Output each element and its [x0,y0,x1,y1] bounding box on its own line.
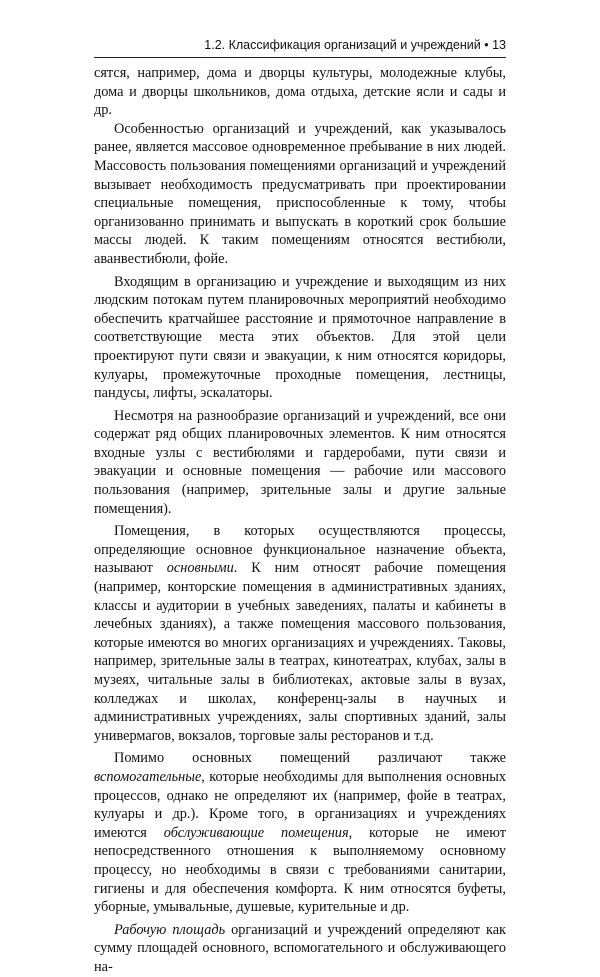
term-vspomogatelnye: вспомогательные [94,768,202,785]
paragraph-text: Несмотря на разнообразие организаций и учреждений, все они содержат ряд общих планировочных элементов. К ним относятся входные узлы с вестибюлями и гардеробами, пути связи и эвакуации и основные помещения — рабочие или массового пользования (например, зрительные залы и другие зальные помещения). [94,407,506,517]
paragraph-2 [94,120,506,269]
running-header [94,38,506,52]
paragraph-text: Входящим в организацию и учреждение и выходящим из них людским потокам путем планировочных мероприятий необходимо обеспечить кратчайшее расстояние и прямоточное направление в соответствующие места этих объектов. Для этой цели проектируют пути связи и эвакуации, к ним относятся коридоры, кулуары, промежуточные проходные помещения, лестницы, пандусы, лифты, эскалаторы. [94,273,506,402]
term-obsluzhivayushchie: обслуживающие помещения [163,824,349,841]
paragraph-text: , которые необходимы для выполнения основных процессов, однако не определяют их (например, фойе в театрах, кулуары и др.). Кроме того, в организациях и учреждениях имеются [94,768,506,841]
paragraph-text: Особенностью организаций и учреждений, как указывалось ранее, является массовое одновременное пребывание в них людей. Массовость пользования помещениями организаций и учреждений вызывает необходимость предусматривать при проектировании специальные помещения, приспособленные к тому, чтобы организованно принимать и выпускать в короткий срок большие массы людей. К таким помещениям относятся вестибюли, аванвестибюли, фойе. [94,120,506,267]
header-rule [94,57,506,58]
paragraph-1 [94,64,506,120]
paragraph-3 [94,273,506,403]
term-osnovnye: основными [166,560,234,577]
running-title: 1.2. Классификация организаций и учреждений [204,38,481,52]
paragraph-text: сятся, например, дома и дворцы культуры, молодежные клубы, дома и дворцы школьников, дома отдыха, детские ясли и сады и др. [94,65,506,119]
paragraph-6 [94,749,506,916]
paragraph-7 [94,921,506,977]
paragraph-text: Помимо основных помещений различают также [114,750,506,767]
paragraph-text: . К ним относят рабочие помещения (например, конторские помещения в административных зданиях, классы и аудитории в учебных заведениях, палаты и кабинеты в лечебных зданиях), а также помещения массового пользования, которые имеются во многих организациях и учреждениях. Таковы, например, зрительные залы в театрах, кинотеатрах, клубах, залы в музеях, читальные залы в библиотеках, актовые залы в вузах, колледжах и школах, конференц-залы в научных и административных учреждениях, залы спортивных зданий, залы универмагов, вокзалов, торговые залы ресторанов и т.д. [94,560,507,744]
term-rabochaya-ploshchad: Рабочую площадь [114,921,226,938]
paragraph-text: Помещения, в которых осуществляются процессы, определяющие основное функциональное назначение объекта, называют [94,523,506,577]
paragraph-4 [94,407,506,519]
bullet-separator: • [484,38,489,52]
page-number: 13 [492,38,506,52]
page-body [94,64,506,977]
paragraph-text: организаций и учреждений определяют как сумму площадей основного, вспомогательного и обслуживающего на- [94,921,506,975]
paragraph-text: , которые не имеют непосредственного отношения к выполняемому основному процессу, но необходимы в связи с требованиями санитарии, гигиены и для обеспечения комфорта. К ним относятся буфеты, уборные, умывальные, душевые, курительные и др. [94,824,506,916]
paragraph-5 [94,522,506,745]
